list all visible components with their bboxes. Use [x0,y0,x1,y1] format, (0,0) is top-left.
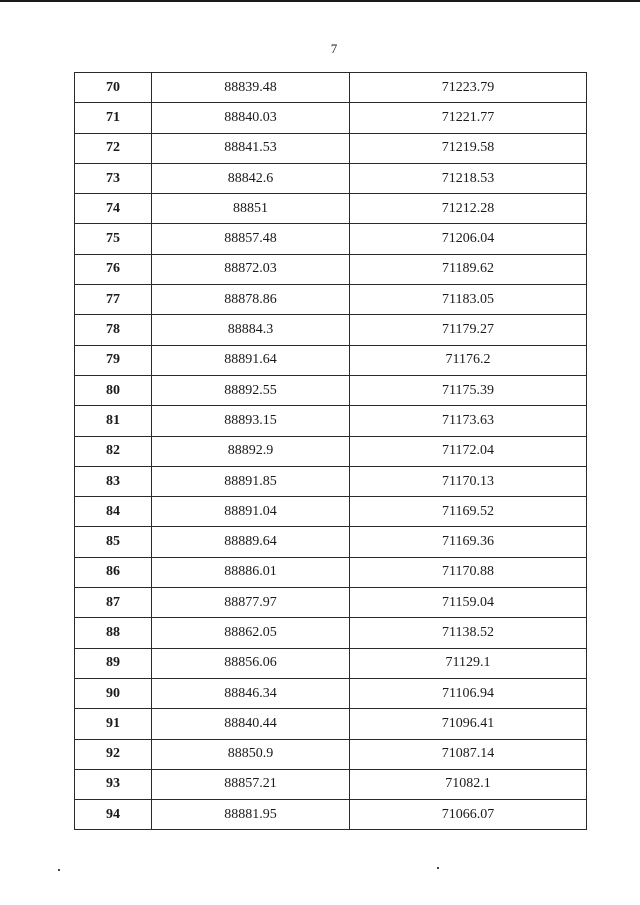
table-row [75,194,587,224]
y-coordinate-cell: 71129.1 [350,648,587,678]
point-index-cell: 83 [75,466,152,496]
y-coordinate-cell: 71179.27 [350,315,587,345]
y-coordinate-cell: 71096.41 [350,709,587,739]
y-coordinate-cell: 71173.63 [350,406,587,436]
table-row [75,315,587,345]
point-index-cell: 86 [75,557,152,587]
point-index-cell: 74 [75,194,152,224]
table-row [75,375,587,405]
point-index-cell: 78 [75,315,152,345]
x-coordinate-cell: 88878.86 [152,285,350,315]
x-coordinate-cell: 88851 [152,194,350,224]
point-index-cell: 89 [75,648,152,678]
table-row [75,133,587,163]
table-row [75,73,587,103]
table-row [75,497,587,527]
table-row [75,103,587,133]
x-coordinate-cell: 88839.48 [152,73,350,103]
coordinate-table [74,72,587,830]
x-coordinate-cell: 88846.34 [152,678,350,708]
table-row [75,678,587,708]
y-coordinate-cell: 71223.79 [350,73,587,103]
table-row [75,285,587,315]
y-coordinate-cell: 71066.07 [350,800,587,830]
point-index-cell: 91 [75,709,152,739]
x-coordinate-cell: 88856.06 [152,648,350,678]
point-index-cell: 76 [75,254,152,284]
table-row [75,800,587,830]
y-coordinate-cell: 71159.04 [350,588,587,618]
x-coordinate-cell: 88840.44 [152,709,350,739]
y-coordinate-cell: 71212.28 [350,194,587,224]
point-index-cell: 73 [75,163,152,193]
point-index-cell: 72 [75,133,152,163]
point-index-cell: 94 [75,800,152,830]
x-coordinate-cell: 88893.15 [152,406,350,436]
point-index-cell: 71 [75,103,152,133]
table-row [75,163,587,193]
y-coordinate-cell: 71082.1 [350,769,587,799]
table-row [75,406,587,436]
y-coordinate-cell: 71169.52 [350,497,587,527]
x-coordinate-cell: 88884.3 [152,315,350,345]
y-coordinate-cell: 71172.04 [350,436,587,466]
y-coordinate-cell: 71176.2 [350,345,587,375]
table-row [75,345,587,375]
x-coordinate-cell: 88892.9 [152,436,350,466]
table-row [75,739,587,769]
point-index-cell: 80 [75,375,152,405]
x-coordinate-cell: 88840.03 [152,103,350,133]
table-row [75,618,587,648]
table-row [75,254,587,284]
x-coordinate-cell: 88889.64 [152,527,350,557]
x-coordinate-cell: 88892.55 [152,375,350,405]
y-coordinate-cell: 71138.52 [350,618,587,648]
y-coordinate-cell: 71206.04 [350,224,587,254]
x-coordinate-cell: 88841.53 [152,133,350,163]
table-row [75,527,587,557]
top-border-rule [0,0,640,2]
x-coordinate-cell: 88862.05 [152,618,350,648]
y-coordinate-cell: 71087.14 [350,739,587,769]
page-number: 7 [330,41,338,56]
y-coordinate-cell: 71183.05 [350,285,587,315]
y-coordinate-cell: 71189.62 [350,254,587,284]
point-index-cell: 70 [75,73,152,103]
point-index-cell: 87 [75,588,152,618]
y-coordinate-cell: 71170.13 [350,466,587,496]
x-coordinate-cell: 88850.9 [152,739,350,769]
point-index-cell: 85 [75,527,152,557]
y-coordinate-cell: 71218.53 [350,163,587,193]
table-row [75,557,587,587]
table-row [75,709,587,739]
point-index-cell: 88 [75,618,152,648]
table-row [75,466,587,496]
x-coordinate-cell: 88877.97 [152,588,350,618]
point-index-cell: 92 [75,739,152,769]
scan-speck [58,869,60,871]
point-index-cell: 77 [75,285,152,315]
y-coordinate-cell: 71219.58 [350,133,587,163]
y-coordinate-cell: 71170.88 [350,557,587,587]
x-coordinate-cell: 88857.48 [152,224,350,254]
point-index-cell: 93 [75,769,152,799]
table-row [75,224,587,254]
table-row [75,769,587,799]
x-coordinate-cell: 88891.64 [152,345,350,375]
point-index-cell: 75 [75,224,152,254]
x-coordinate-cell: 88881.95 [152,800,350,830]
x-coordinate-cell: 88886.01 [152,557,350,587]
y-coordinate-cell: 71221.77 [350,103,587,133]
x-coordinate-cell: 88842.6 [152,163,350,193]
point-index-cell: 79 [75,345,152,375]
coordinate-table-body [75,73,587,830]
point-index-cell: 90 [75,678,152,708]
y-coordinate-cell: 71106.94 [350,678,587,708]
table-row [75,436,587,466]
point-index-cell: 81 [75,406,152,436]
y-coordinate-cell: 71175.39 [350,375,587,405]
x-coordinate-cell: 88872.03 [152,254,350,284]
x-coordinate-cell: 88891.04 [152,497,350,527]
table-row [75,648,587,678]
y-coordinate-cell: 71169.36 [350,527,587,557]
point-index-cell: 84 [75,497,152,527]
x-coordinate-cell: 88857.21 [152,769,350,799]
table-row [75,588,587,618]
point-index-cell: 82 [75,436,152,466]
scan-speck [437,867,439,869]
x-coordinate-cell: 88891.85 [152,466,350,496]
